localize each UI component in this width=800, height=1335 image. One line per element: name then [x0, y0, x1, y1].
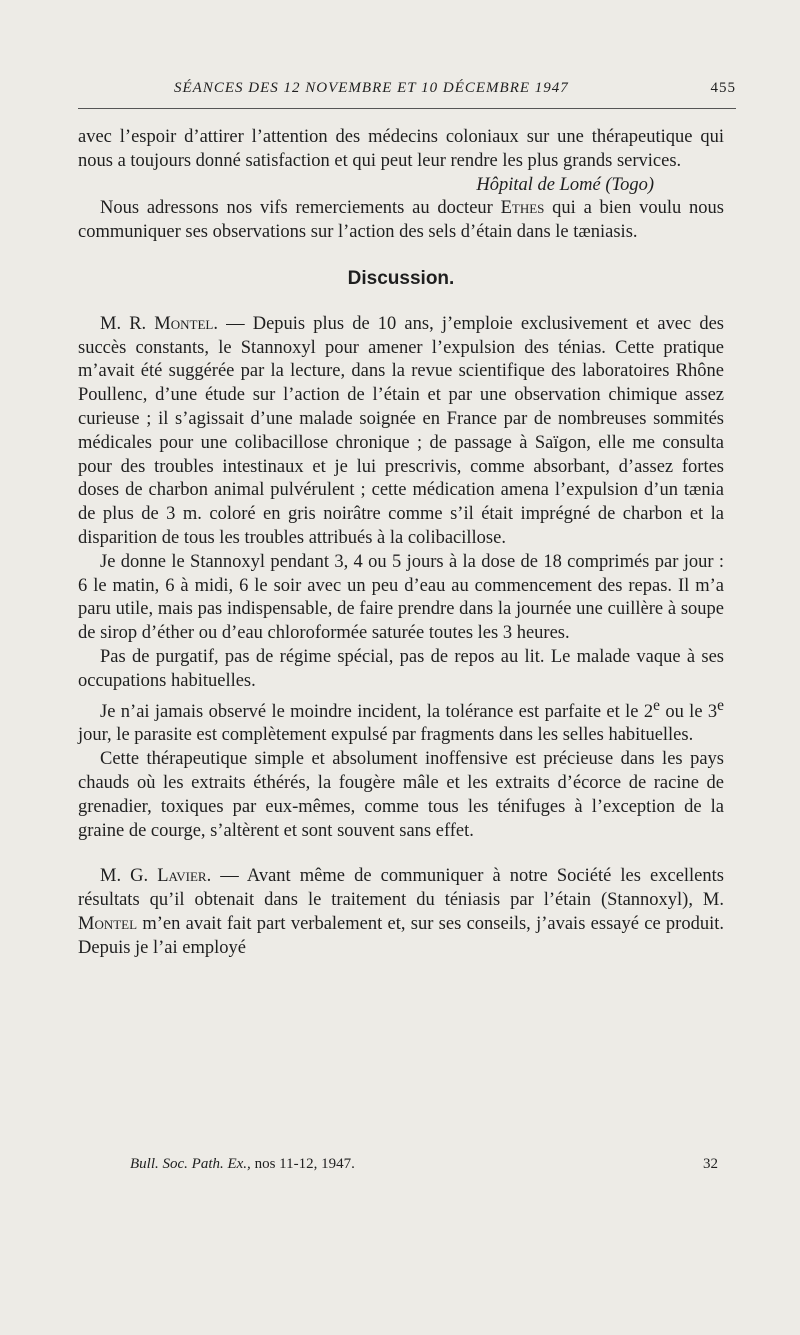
section-heading: Discussion. — [347, 267, 455, 289]
signature-mark: 32 — [703, 1156, 718, 1172]
p8-a: — Avant même de communiquer à notre Société les excellents résultats qu’il obtenait dans le traitement du téniasis par l’étain (Stannoxyl), M. — [78, 866, 724, 911]
journal-issue: nos 11-12, 1947. — [250, 1156, 355, 1172]
journal-title: Bull. Soc. Path. Ex., — [130, 1156, 251, 1172]
paragraph-8 — [78, 865, 724, 960]
p6-a: Je n’ai jamais observé le moindre incident, la tolérance est parfaite et le 2 — [100, 701, 654, 722]
running-head — [78, 80, 736, 106]
montel-name: Montel — [78, 914, 138, 935]
p6-c: jour, le parasite est complètement expulsé par fragments dans les selles habituelles. — [78, 725, 694, 746]
p2-prefix: Nous adressons nos vifs remerciements au docteur — [100, 198, 501, 219]
journal-citation — [130, 1156, 355, 1173]
running-head-title: SÉANCES DES 12 NOVEMBRE ET 10 DÉCEMBRE 1947 — [174, 80, 569, 96]
page-footer — [78, 1156, 724, 1180]
speaker-montel: M. R. Montel. — [100, 313, 218, 334]
p8-b: m’en avait fait part verbalement et, sur ses conseils, j’avais essayé ce produit. Depuis je l’ai employé — [78, 914, 724, 958]
paragraph-gap — [78, 843, 724, 865]
page-number: 455 — [710, 80, 736, 96]
paragraph-5: Pas de purgatif, pas de régime spécial, pas de repos au lit. Le malade vaque à ses occupations habituelles. — [78, 646, 724, 691]
p2-suffix: qui a bien voulu nous communiquer ses observations sur l’action des sels d’étain dans le tæniasis. — [78, 198, 724, 243]
header-rule — [78, 108, 736, 109]
p3-text: — Depuis plus de 10 ans, j’emploie exclusivement et avec des succès constants, le Stannoxyl pour amener l’expulsion des ténias. Cette pratique m’avait été suggérée par la lecture, dans la revue scientifique des laboratoires Rhône Poullenc, d’une étude sur l’action de l’étain et par une observation chimique assez curieuse ; il s’agissait d’une malade soignée en France par de nombreuses sommités médicales pour une colibacillose chronique ; de passage à Saïgon, elle me consulta pour des troubles intestinaux et je lui prescrivis, comme absorbant, d’assez fortes doses de charbon animal pulvérulent ; cette médication amena l’expulsion d’un tænia de plus de 3 m. coloré en gris noirâtre comme s’il était imprégné de charbon et la disparition de tous les troubles attribués à la colibacillose. — [78, 313, 724, 548]
p6-sup1: e — [653, 696, 660, 714]
paragraph-1: avec l’espoir d’attirer l’attention des médecins coloniaux sur une thérapeutique qui nous a toujours donné satisfaction et qui peut leur rendre les plus grands services. — [78, 127, 724, 171]
signature-line: Hôpital de Lomé (Togo) — [476, 174, 654, 195]
p6-b: ou le 3 — [659, 701, 718, 722]
paragraph-7: Cette thérapeutique simple et absolument inoffensive est précieuse dans les pays chauds où les extraits éthérés, la fougère mâle et les extraits d’écorce de racine de grenadier, toxiques par eux-mêmes, comme tous les ténifuges à l’exception de la graine de courge, s’altèrent et sont souvent sans effet. — [78, 749, 724, 841]
author-name: Ethes — [500, 198, 545, 219]
speaker-lavier: M. G. Lavier. — [100, 866, 212, 887]
article-body — [78, 126, 724, 961]
paragraph-4: Je donne le Stannoxyl pendant 3, 4 ou 5 jours à la dose de 18 comprimés par jour : 6 le matin, 6 à midi, 6 le soir avec un peu d’eau au commencement des repas. Il m’a paru utile, mais pas indispensable, de faire prendre dans la journée une cuillère à soupe de sirop d’éther ou d’eau chloroformée saturée toutes les 3 heures. — [78, 551, 724, 644]
p6-sup2: e — [717, 696, 724, 714]
paragraph-2 — [78, 197, 724, 245]
paragraph-6 — [78, 694, 724, 749]
paragraph-3 — [78, 313, 724, 551]
